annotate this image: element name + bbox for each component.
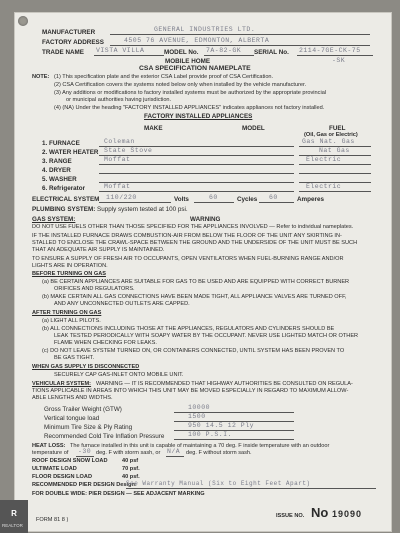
amps-line	[259, 202, 294, 203]
issue-label: ISSUE NO.	[276, 513, 305, 519]
pressure-label: Recommended Cold Tire Inflation Pressure	[44, 433, 165, 440]
tire-value: 950 14.5 12 Ply	[188, 422, 255, 429]
form-number: FORM 81 8 )	[36, 517, 69, 523]
pier-label: RECOMMENDED PIER DESIGN Design:	[32, 482, 137, 488]
trade-label: TRADE NAME	[42, 49, 84, 56]
gas-b2c: FLAME WHEN CHECKING FOR LEAKS.	[54, 340, 157, 346]
cycles-value: 60	[209, 194, 218, 201]
vehicular-label: VEHICULAR SYSTEM:	[32, 381, 92, 387]
gas-disconnected-text: SECURELY CAP GAS-INLET ONTO MOBILE UNIT.	[54, 372, 184, 378]
manufacturer-value: GENERAL INDUSTRIES LTD.	[154, 26, 256, 33]
address-line	[110, 45, 370, 46]
realtor-logo-icon: R	[0, 500, 28, 533]
volts-value: 110/220	[106, 194, 137, 201]
model-label: MODEL No.	[164, 49, 199, 56]
tongue-value: 1500	[188, 413, 206, 420]
amps-value: 60	[269, 194, 278, 201]
range-fuel: Electric	[306, 156, 342, 163]
note-2: (2) CSA Certification covers the systems noted below only when installed by the vehicle manufacturer.	[54, 82, 307, 88]
note-label: NOTE:	[32, 74, 50, 80]
gas-b1b: AND ANY UNCONNECTED OUTLETS ARE CAPPED.	[54, 301, 190, 307]
model-line	[204, 55, 254, 56]
gas-a1a: (a) BE CERTAIN APPLIANCES ARE SUITABLE FOR GAS TO BE USED AND ARE EQUIPPED WITH CORRECT BURNER	[42, 279, 350, 285]
dryer-label: 4. DRYER	[42, 167, 71, 174]
pressure-line	[174, 439, 294, 440]
note-3a: (3) Any additions or modifications to factory installed systems must be authorized by the appropriate provincial	[54, 90, 327, 96]
gas-b2b: LEAK TESTED PERIODICALLY WITH SOAPY WATER BY THE OCCUPANT. NEVER USE LIGHTED MATCH OR OTHER	[54, 333, 359, 339]
address-value: 4505 76 AVENUE, EDMONTON, ALBERTA	[124, 37, 270, 44]
floor-load-value: 40 psf.	[122, 474, 140, 480]
heat-loss-p2c: deg. F without storm sash.	[186, 450, 252, 456]
heat-loss-val2: N/A	[167, 448, 181, 455]
gas-a1b: ORIFICES AND REGULATORS.	[54, 286, 135, 292]
ultimate-load-label: ULTIMATE LOAD	[32, 466, 77, 472]
ultimate-load-value: 70 psf.	[122, 466, 140, 472]
spec-nameplate	[14, 12, 392, 532]
furnace-make: Coleman	[104, 138, 135, 145]
note-3b: or municipal authorities having jurisdiction.	[66, 97, 172, 103]
model-value: 7A-82-GK	[206, 47, 242, 54]
heat-loss-p2a: temperature of	[32, 450, 69, 456]
col-fuel: FUEL	[329, 125, 346, 132]
roof-load-value: 40 psf	[122, 458, 139, 464]
heat-loss-p1: The furnace installed in this unit is capable of maintaining a 70 deg. F inside temperature with an outdoor	[70, 443, 330, 449]
volts-label: Volts	[174, 196, 189, 203]
note-1: (1) This specification plate and the exterior CSA Label provide proof of CSA Certification.	[54, 74, 274, 80]
cycles-line	[194, 202, 234, 203]
amperes-label: Amperes	[297, 196, 324, 203]
serial-line	[297, 55, 373, 56]
range-label: 3. RANGE	[42, 158, 72, 165]
range-make: Moffat	[104, 156, 131, 163]
gas-p2b: STALLED TO ENCLOSE THE CRAWL-SPACE BETWEEN THE GROUND AND THE UNDERSIDE OF THE UNIT MUST BE SUCH	[32, 240, 358, 246]
serial-extra: -SK	[332, 57, 346, 64]
gas-disconnected: WHEN GAS SUPPLY IS DISCONNECTED	[32, 364, 140, 370]
trade-line	[94, 55, 164, 56]
gas-before: BEFORE TURNING ON GAS	[32, 271, 106, 277]
gas-p3b: LIGHTS ARE IN OPERATION.	[32, 263, 108, 269]
heat-loss-line-1	[76, 456, 94, 457]
plumbing-label: PLUMBING SYSTEM:	[32, 206, 96, 213]
refrigerator-make: Moffat	[104, 183, 131, 190]
screw-icon	[18, 16, 28, 26]
appliances-title: FACTORY INSTALLED APPLIANCES	[144, 113, 253, 120]
gas-label: GAS SYSTEM:	[32, 216, 76, 223]
serial-value: 2114-7GE-CK-75	[299, 47, 361, 54]
dryer-fuel-line	[299, 173, 371, 174]
pier-value: See Warranty Manual (Six to Eight Feet Apart)	[126, 480, 311, 487]
gas-a2: (a) LIGHT ALL PILOTS.	[42, 318, 101, 324]
floor-load-label: FLOOR DESIGN LOAD	[32, 474, 92, 480]
note-4: (4) (NA) Under the heading "FACTORY INSTALLED APPLIANCES" indicates appliances not factory installed.	[54, 105, 325, 111]
address-label: FACTORY ADDRESS	[42, 39, 104, 46]
gas-warning: WARNING	[190, 216, 221, 223]
col-fuel-sub: (Oil, Gas or Electric)	[304, 132, 358, 138]
gas-b2a: (b) ALL CONNECTIONS INCLUDING THOSE AT THE APPLIANCES, REGULATORS AND CYLINDERS SHOULD BE	[42, 326, 335, 332]
heat-loss-p2b: deg. F with storm sash, or	[96, 450, 161, 456]
furnace-fuel: Gas Nat. Gas	[302, 138, 355, 145]
washer-label: 5. WASHER	[42, 176, 77, 183]
vehicular-p3: ABLE LENGTHS AND WIDTHS.	[32, 395, 113, 401]
cycles-label: Cycles	[237, 196, 258, 203]
realtor-logo-text: REALTOR	[2, 523, 23, 528]
water-heater-make: State Stove	[104, 147, 153, 154]
dryer-line	[99, 173, 294, 174]
tongue-label: Vertical tongue load	[44, 415, 100, 422]
gas-p2a: IF THE INSTALLED FURNACE DRAWS COMBUSTION-AIR FROM BELOW THE FLOOR OF THE UNIT ANY SKIRTING IN-	[32, 233, 342, 239]
nameplate-title: CSA SPECIFICATION NAMEPLATE	[139, 65, 251, 72]
roof-load-label: ROOF DESIGN SNOW LOAD	[32, 458, 108, 464]
gas-b1a: (b) MAKE CERTAIN ALL GAS CONNECTIONS HAVE BEEN MADE TIGHT, ALL APPLIANCE VALVES ARE TURNED OFF,	[42, 294, 347, 300]
col-make: MAKE	[144, 125, 163, 132]
mobile-home-heading: MOBILE HOME	[165, 58, 211, 65]
range-fuel-line	[299, 164, 371, 165]
issue-number: 19090	[332, 509, 363, 519]
col-model: MODEL	[242, 125, 265, 132]
water-heater-label: 2. WATER HEATER	[42, 149, 99, 156]
gtw-label: Gross Trailer Weight (GTW)	[44, 406, 122, 413]
vehicular-p2: TIONS APPLICABLE IN AREAS INTO WHICH THIS UNIT MAY BE MOVED ESPECIALLY IN REGARD TO MAXIMUM ALLOW-	[32, 388, 349, 394]
heat-loss-val1: -30	[78, 448, 92, 455]
gas-p2c: THAT AN ADEQUATE AIR SUPPLY IS MAINTAINED.	[32, 247, 165, 253]
double-wide-label: FOR DOUBLE WIDE: PIER DESIGN — SEE ADJACENT MARKING	[32, 491, 205, 497]
refrigerator-label: 6. Refrigerator	[42, 185, 86, 192]
refrigerator-fuel-line	[299, 191, 371, 192]
gtw-value: 10000	[188, 404, 211, 411]
volts-line	[99, 202, 171, 203]
plumbing-text: Supply system tested at 100 psi.	[97, 206, 188, 213]
refrigerator-fuel: Electric	[306, 183, 342, 190]
gas-p1: DO NOT USE FUELS OTHER THAN THOSE SPECIFIED FOR THE APPLIANCES INVOLVED — Refer to individual nameplates.	[32, 224, 354, 230]
number-symbol: No	[311, 505, 329, 520]
range-line	[99, 164, 294, 165]
gas-after: AFTER TURNING ON GAS	[32, 310, 102, 316]
tire-label: Minimum Tire Size & Ply Rating	[44, 424, 133, 431]
refrigerator-line	[99, 191, 294, 192]
manufacturer-line	[110, 34, 370, 35]
heat-loss-label: HEAT LOSS:	[32, 443, 66, 449]
heat-loss-line-2	[166, 456, 184, 457]
furnace-label: 1. FURNACE	[42, 140, 80, 147]
water-heater-fuel: Nat Gas	[319, 147, 350, 154]
serial-label: SERIAL No.	[254, 49, 289, 56]
gas-c2a: (c) DO NOT LEAVE SYSTEM TURNED ON, OR CONTAINERS CONNECTED, UNTIL SYSTEM HAS BEEN PROVEN TO	[42, 348, 345, 354]
gas-p3a: TO ENSURE A SUPPLY OF FRESH AIR TO OCCUPANTS, OPEN VENTILATORS WHEN FUEL-BURNING RANGE AND/OR	[32, 256, 344, 262]
pier-line	[126, 488, 376, 489]
electrical-label: ELECTRICAL SYSTEM	[32, 196, 100, 203]
vehicular-p1: WARNING — IT IS RECOMMENDED THAT HIGHWAY AUTHORITIES BE CONSULTED ON REGULA-	[96, 381, 353, 387]
pressure-value: 100 P.S.I.	[188, 431, 233, 438]
gas-c2b: BE GAS TIGHT.	[54, 355, 94, 361]
manufacturer-label: MANUFACTURER	[42, 29, 96, 36]
trade-value: VISTA VILLA	[96, 47, 145, 54]
